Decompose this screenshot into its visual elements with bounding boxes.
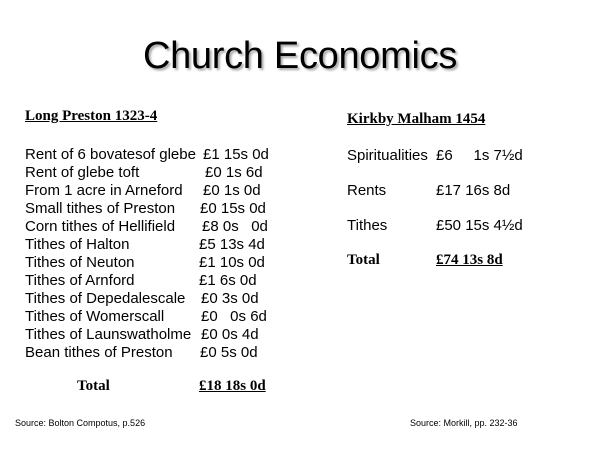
long-preston-source: Source: Bolton Compotus, p.526 [15, 418, 146, 428]
slide-title: Church Economics [142, 35, 458, 77]
long-preston-total-label: Total [77, 378, 110, 394]
long-preston-heading: Long Preston 1323-4 [25, 108, 158, 124]
item-value: £1 15s 0d [203, 146, 269, 163]
item-label: Tithes of Arnford [25, 272, 135, 289]
item-value: £0 0s 6d [201, 308, 267, 325]
item-label: Spiritualities [347, 147, 428, 164]
long-preston-total-value: £18 18s 0d [199, 378, 266, 394]
item-value: £0 15s 0d [200, 200, 266, 217]
item-label: Tithes of Womerscall [25, 308, 165, 325]
item-value: £1 10s 0d [199, 254, 265, 271]
item-value: £6 1s 7½d [436, 147, 523, 164]
kirkby-malham-total-label: Total [347, 252, 380, 268]
item-value: £0 1s 6d [205, 164, 263, 181]
item-value: £0 0s 4d [201, 326, 259, 343]
item-label: Rent of 6 bovatesof glebe [25, 146, 196, 163]
item-label: Small tithes of Preston [25, 200, 176, 217]
item-value: £8 0s 0d [202, 218, 268, 235]
item-label: Tithes [347, 217, 388, 234]
item-label: Rent of glebe toft [25, 164, 140, 181]
item-value: £0 5s 0d [200, 344, 258, 361]
item-label: From 1 acre in Arneford [25, 182, 183, 199]
item-value: £17 16s 8d [436, 182, 511, 199]
kirkby-malham-total-value: £74 13s 8d [436, 252, 503, 268]
item-label: Bean tithes of Preston [25, 344, 173, 361]
kirkby-malham-heading: Kirkby Malham 1454 [347, 111, 486, 127]
item-label: Tithes of Neuton [25, 254, 135, 271]
kirkby-malham-source: Source: Morkill, pp. 232-36 [410, 418, 518, 428]
item-value: £50 15s 4½d [436, 217, 523, 234]
item-value: £5 13s 4d [199, 236, 265, 253]
item-value: £0 1s 0d [203, 182, 261, 199]
item-label: Corn tithes of Hellifield [25, 218, 176, 235]
item-value: £0 3s 0d [201, 290, 259, 307]
item-label: Tithes of Halton [25, 236, 130, 253]
item-label: Tithes of Launswatholme [25, 326, 192, 343]
item-label: Rents [347, 182, 387, 199]
item-label: Tithes of Depedalescale [25, 290, 186, 307]
item-value: £1 6s 0d [199, 272, 257, 289]
